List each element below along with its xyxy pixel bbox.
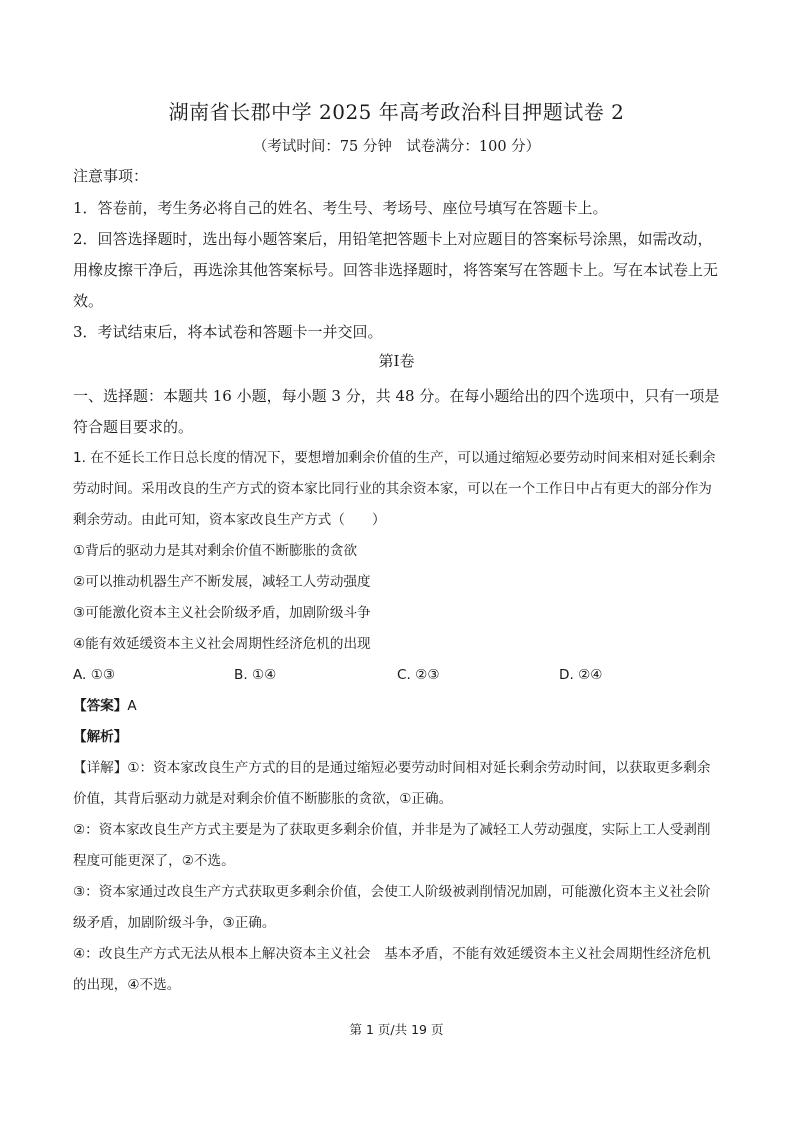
notice-heading: 注意事项： xyxy=(73,167,149,185)
detail-4: ④：改良生产方式无法从根本上解决资本主义社会 基本矛盾，不能有效延缓资本主义社会周期性经济危机的出现，④不选。 xyxy=(73,946,711,993)
notice-list xyxy=(73,193,723,348)
statement-1: ①背后的驱动力是其对剩余价值不断膨胀的贪欲 xyxy=(73,543,358,559)
detail-label: 【详解】 xyxy=(73,760,128,776)
answer-options xyxy=(73,660,723,691)
option-b: B. ①④ xyxy=(234,667,277,683)
detail-2: ②：资本家改良生产方式主要是为了获取更多剩余价值，并非是为了减轻工人劳动强度，实际上工人受剥削程度可能更深了，②不选。 xyxy=(73,822,711,869)
statement-4: ④能有效延缓资本主义社会周期性经济危机的出现 xyxy=(73,636,371,652)
detail-1 xyxy=(73,753,723,815)
option-d: D. ②④ xyxy=(559,667,603,683)
option-c: C. ②③ xyxy=(397,667,440,683)
question-stem: 1. 在不延长工作日总长度的情况下，要想增加剩余价值的生产，可以通过缩短必要劳动时间来相对延长剩余劳动时间。采用改良的生产方式的资本家比同行业的其余资本家，可以在一个工作日中占有更大的部分作为剩余劳动。由此可知，资本家改良生产方式（ ） xyxy=(73,450,716,528)
answer-label: 【答案】 xyxy=(73,698,128,714)
answer-line xyxy=(73,691,723,722)
notice-item-1: 1．答卷前，考生务必将自己的姓名、考生号、考场号、座位号填写在答题卡上。 xyxy=(73,199,608,217)
notice-item-2: 2．回答选择题时，选出每小题答案后，用铅笔把答题卡上对应题目的答案标号涂黑，如需改动，用橡皮擦干净后，再选涂其他答案标号。回答非选择题时，将答案写在答题卡上。写在本试卷上无效。 xyxy=(73,230,719,310)
section-text: 一、选择题：本题共 16 小题，每小题 3 分，共 48 分。在每小题给出的四个选项中，只有一项是符合题目要求的。 xyxy=(73,387,720,436)
notice-item-3: 3．考试结束后，将本试卷和答题卡一并交回。 xyxy=(73,323,383,341)
page-title: 湖南省长郡中学 2025 年高考政治科目押题试卷 2 xyxy=(168,100,625,124)
detail-3: ③：资本家通过改良生产方式获取更多剩余价值，会使工人阶级被剥削情况加剧，可能激化资本主义社会阶级矛盾，加剧阶级斗争，③正确。 xyxy=(73,884,711,931)
statement-3: ③可能激化资本主义社会阶级矛盾，加剧阶级斗争 xyxy=(73,605,371,621)
analysis-label: 【解析】 xyxy=(73,729,128,745)
analysis-line xyxy=(73,722,723,753)
exam-time-info: （考试时间：75 分钟 试卷满分：100 分） xyxy=(252,139,541,155)
question-1 xyxy=(73,443,723,1001)
volume-heading: 第Ⅰ卷 xyxy=(378,352,415,370)
answer-value: A xyxy=(127,698,137,714)
statement-2: ②可以推动机器生产不断发展，减轻工人劳动强度 xyxy=(73,574,371,590)
section-instructions xyxy=(73,381,723,443)
page-number: 第 1 页/共 19 页 xyxy=(349,1022,444,1037)
detail-text-1: ①：资本家改良生产方式的目的是通过缩短必要劳动时间相对延长剩余劳动时间，以获取更多剩余价值，其背后驱动力就是对剩余价值不断膨胀的贪欲，①正确。 xyxy=(73,760,711,807)
option-a: A. ①③ xyxy=(73,667,116,683)
